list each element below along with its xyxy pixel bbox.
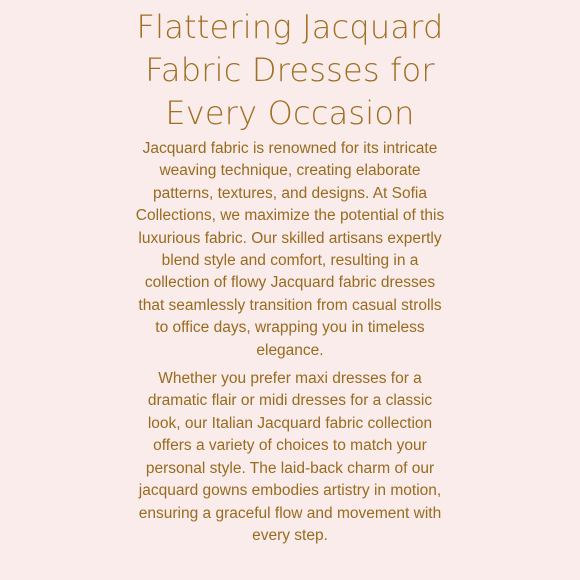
article-title: Flattering Jacquard Fabric Dresses for Every Occasion — [136, 8, 444, 132]
article-paragraph-styles: Whether you prefer maxi dresses for a dramatic flair or midi dresses for a classic look, our Italian Jacquard fabric collection offers a variety of choices to match your personal style. The laid-back charm of our jacquard gowns embodies artistry in motion, ensuring a graceful flow and movement with every step. — [138, 370, 442, 544]
article-paragraph-intro: Jacquard fabric is renowned for its intricate weaving technique, creating elaborate patterns, textures, and designs. At Sofia Collections, we maximize the potential of this luxurious fabric. Our skilled artisans expertly blend style and comfort, resulting in a collection of flowy Jacquard fabric dresses that seamlessly transition from casual strolls to office days, wrapping you in timeless elegance. — [135, 140, 445, 359]
